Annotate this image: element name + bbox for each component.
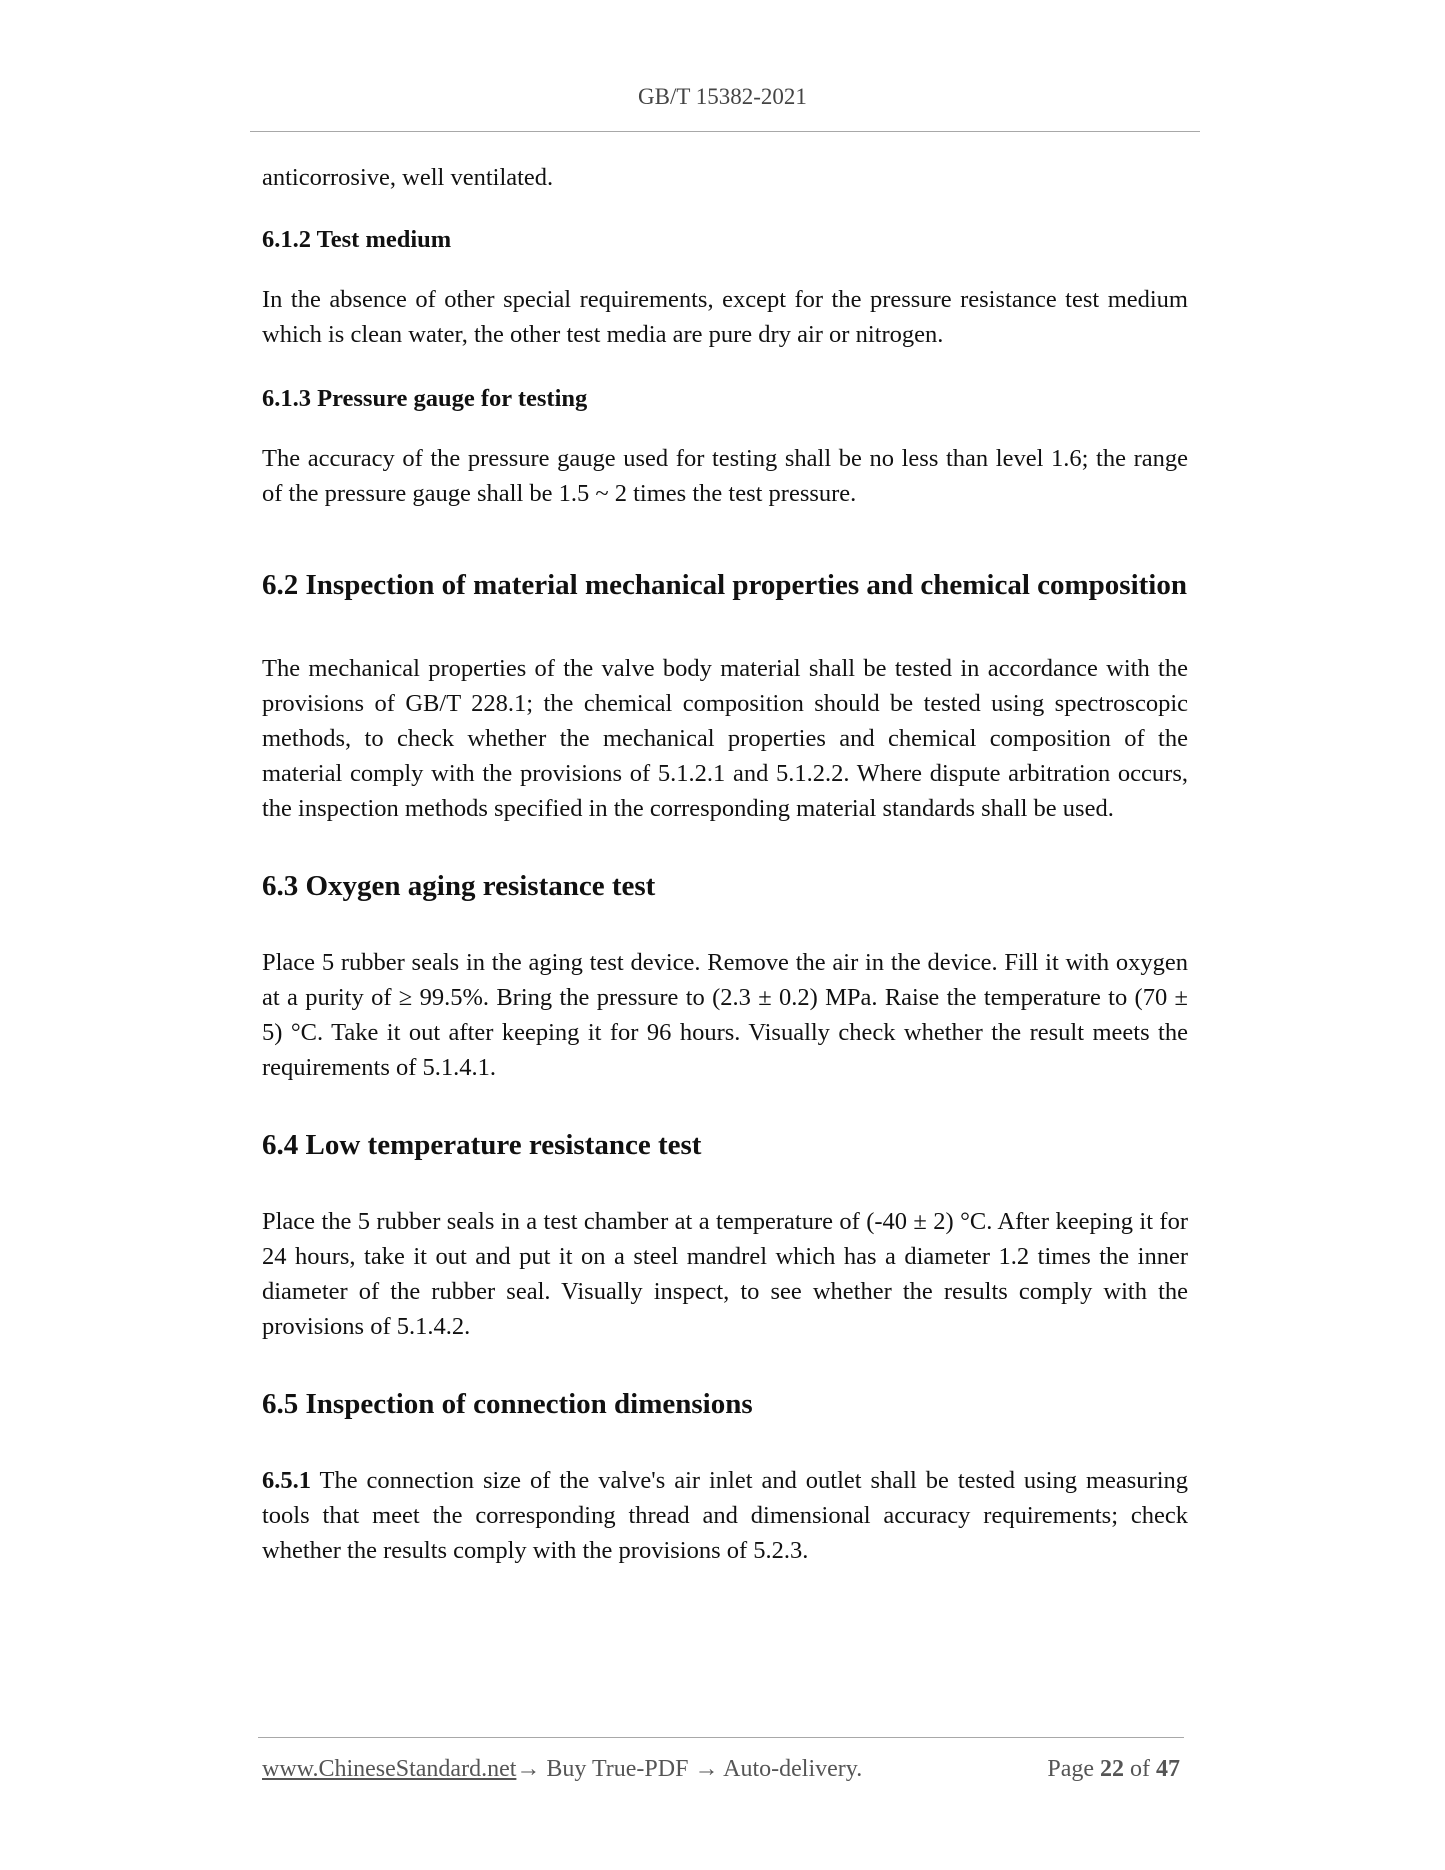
arrow-right-icon: → bbox=[694, 1756, 719, 1782]
heading-6-4: 6.4 Low temperature resistance test bbox=[262, 1129, 702, 1161]
paragraph-6-2: The mechanical properties of the valve body material shall be tested in accordance with the provisions of GB/T 228.1; the chemical composition should be tested using spectroscopic methods, to check whether the mechanical properties and chemical composition of the material comply with the provisions of 5.1.2.1 and 5.1.2.2. Where dispute arbitration occurs, the inspection methods specified in the corresponding material standards shall be used. bbox=[262, 655, 1188, 822]
clause-number: 6.5.1 bbox=[262, 1467, 311, 1494]
document-id: GB/T 15382-2021 bbox=[638, 84, 807, 109]
paragraph-6-1-2: In the absence of other special requirements, except for the pressure resistance test medium which is clean water, the other test media are pure dry air or nitrogen. bbox=[262, 286, 1188, 348]
paragraph-6-1-3: The accuracy of the pressure gauge used for testing shall be no less than level 1.6; the range of the pressure gauge shall be 1.5 ~ 2 times the test pressure. bbox=[262, 445, 1188, 507]
page-current: 22 bbox=[1100, 1756, 1124, 1782]
heading-6-1-3: 6.1.3 Pressure gauge for testing bbox=[262, 385, 588, 412]
paragraph-6-4: Place the 5 rubber seals in a test chamber at a temperature of (-40 ± 2) °C. After keeping it for 24 hours, take it out and put it on a steel mandrel which has a diameter 1.2 times the inner diameter of the rubber seal. Visually inspect, to see whether the results comply with the provisions of 5.1.4.2. bbox=[262, 1208, 1188, 1340]
page-of: of bbox=[1124, 1756, 1156, 1782]
heading-6-1-2: 6.1.2 Test medium bbox=[262, 226, 452, 253]
heading-6-5: 6.5 Inspection of connection dimensions bbox=[262, 1388, 753, 1420]
page-header bbox=[0, 84, 1445, 110]
heading-6-2: 6.2 Inspection of material mechanical properties and chemical composition bbox=[262, 569, 1187, 601]
website-link[interactable]: www.ChineseStandard.net bbox=[262, 1756, 517, 1782]
paragraph-6-5-1 bbox=[262, 1463, 1188, 1568]
arrow-right-icon: → bbox=[516, 1756, 541, 1782]
paragraph-6-3: Place 5 rubber seals in the aging test device. Remove the air in the device. Fill it with oxygen at a purity of ≥ 99.5%. Bring the pressure to (2.3 ± 0.2) MPa. Raise the temperature to (70 ± 5) °C. Take it out after keeping it for 96 hours. Visually check whether the result meets the requirements of 5.1.4.1. bbox=[262, 949, 1188, 1081]
page-content bbox=[262, 160, 1188, 1597]
page-label: Page bbox=[1047, 1756, 1100, 1782]
intro-line: anticorrosive, well ventilated. bbox=[262, 164, 554, 191]
header-divider bbox=[250, 131, 1200, 132]
footer-divider bbox=[258, 1737, 1184, 1738]
page-total: 47 bbox=[1156, 1756, 1180, 1782]
heading-6-3: 6.3 Oxygen aging resistance test bbox=[262, 870, 656, 902]
clause-text: The connection size of the valve's air inlet and outlet shall be tested using measuring tools that meet the corresponding thread and dimensional accuracy requirements; check whether the results comply with the provisions of 5.2.3. bbox=[262, 1467, 1188, 1564]
delivery-text: Auto-delivery. bbox=[718, 1756, 863, 1782]
footer-promo bbox=[262, 1753, 862, 1785]
page-indicator bbox=[1047, 1753, 1180, 1785]
buy-text: Buy True-PDF bbox=[540, 1756, 695, 1782]
